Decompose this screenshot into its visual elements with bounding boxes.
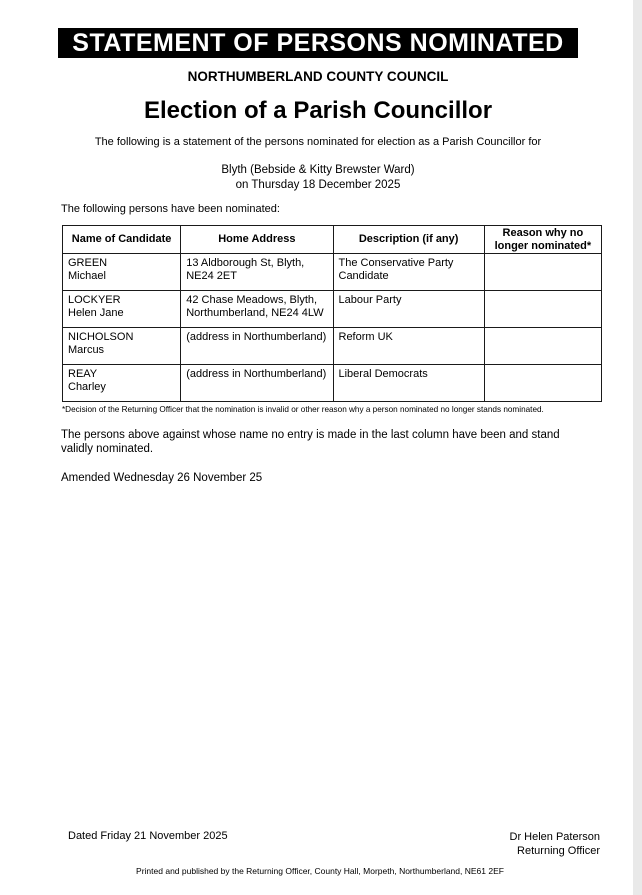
document-banner-title: STATEMENT OF PERSONS NOMINATED xyxy=(58,28,578,58)
header-name-of-candidate: Name of Candidate xyxy=(63,226,181,254)
cell-candidate-name xyxy=(63,328,181,365)
returning-officer-name: Dr Helen Paterson xyxy=(509,831,600,843)
cell-candidate-name xyxy=(63,291,181,328)
candidate-surname: NICHOLSON xyxy=(68,331,134,343)
election-date: on Thursday 18 December 2025 xyxy=(235,178,401,191)
header-description: Description (if any) xyxy=(333,226,484,254)
cell-home-address: (address in Northumberland) xyxy=(181,365,333,402)
returning-officer-block xyxy=(510,830,601,858)
table-row xyxy=(63,254,602,291)
cell-reason xyxy=(484,365,601,402)
cell-reason xyxy=(484,328,601,365)
cell-home-address: (address in Northumberland) xyxy=(181,328,333,365)
validly-nominated-statement: The persons above against whose name no entry is made in the last column have been and stand validly nominated. xyxy=(61,429,560,455)
cell-description: Reform UK xyxy=(333,328,484,365)
candidate-forenames: Michael xyxy=(68,270,106,282)
candidate-surname: LOCKYER xyxy=(68,294,121,306)
candidate-forenames: Marcus xyxy=(68,344,105,356)
table-row xyxy=(63,365,602,402)
returning-officer-title: Returning Officer xyxy=(517,845,600,857)
nominated-lead: The following persons have been nominated: xyxy=(61,203,280,215)
cell-home-address: 42 Chase Meadows, Blyth, Northumberland, NE24 4LW xyxy=(181,291,333,328)
cell-candidate-name xyxy=(63,254,181,291)
candidate-surname: GREEN xyxy=(68,257,108,269)
table-header-row xyxy=(63,226,602,254)
council-name: NORTHUMBERLAND COUNTY COUNCIL xyxy=(187,69,449,84)
table-row xyxy=(63,291,602,328)
header-reason: Reason why no longer nominated* xyxy=(484,226,601,254)
cell-candidate-name xyxy=(63,365,181,402)
cell-reason xyxy=(484,291,601,328)
candidate-forenames: Helen Jane xyxy=(68,307,124,319)
ward-name: Blyth (Bebside & Kitty Brewster Ward) xyxy=(221,164,415,176)
ward-and-date-block xyxy=(0,163,636,192)
cell-description: Liberal Democrats xyxy=(333,365,484,402)
nominations-table xyxy=(62,225,602,402)
header-home-address: Home Address xyxy=(181,226,333,254)
dated-line: Dated Friday 21 November 2025 xyxy=(68,830,228,842)
table-row xyxy=(63,328,602,365)
statement-intro: The following is a statement of the persons nominated for election as a Parish Councillor for xyxy=(94,136,542,148)
candidate-forenames: Charley xyxy=(68,381,106,393)
candidate-surname: REAY xyxy=(68,368,98,380)
page-edge-strip xyxy=(633,0,642,895)
cell-description: Labour Party xyxy=(333,291,484,328)
cell-reason xyxy=(484,254,601,291)
election-title: Election of a Parish Councillor xyxy=(143,97,493,124)
cell-home-address: 13 Aldborough St, Blyth, NE24 2ET xyxy=(181,254,333,291)
cell-description: The Conservative Party Candidate xyxy=(333,254,484,291)
printed-published-line: Printed and published by the Returning Officer, County Hall, Morpeth, Northumberland, NE61 2EF xyxy=(136,866,504,876)
table-footnote: *Decision of the Returning Officer that the nomination is invalid or other reason why a person nominated no longer stands nominated. xyxy=(62,405,544,414)
amended-date-line: Amended Wednesday 26 November 25 xyxy=(61,472,263,484)
